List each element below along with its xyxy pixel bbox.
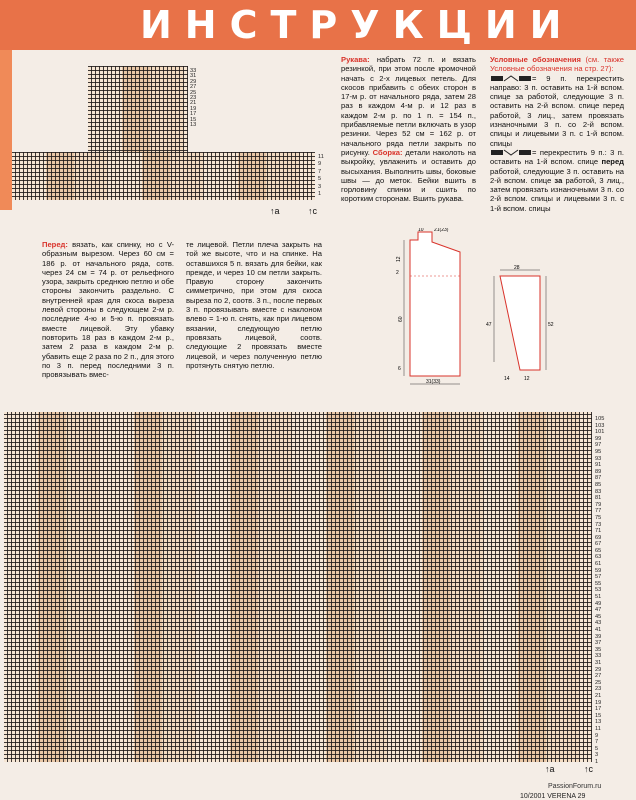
row-number: 55 [595,580,602,587]
row-number: 11 [595,725,601,732]
front-text-2: те лицевой. Петли плеча закрыть на той же высоте, что и на спинке. На оставшихся 5 п. вязать для бейки, как прежде, и через 10 см петли закрыть. Правую сторону закончить симметрично, при этом для скоса выреза по 2, соотв. 3 п., после первых 3 п. провязывать вместе с наклоном влево = 1-ю п. снять, как при лицевом вязании, следующую петлю провязать лицевой, соотв. следующие 2 провязать вместе лицевой, и через полученную петлю протянуть снятую петлю. [186,240,322,370]
page-footer [520,793,585,800]
row-number: 13 [190,121,197,128]
row-number: 59 [595,567,602,574]
row-number: 93 [595,455,602,462]
front-text-1: вязать, как спинку, но с V-образным вырезом. Через 60 см = 186 р. от начального ряда, сотв. через 24 см = 74 р. от рельефного узора, закрыть среднюю петлю и обе стороны закончить раздельно. С внутренней края для скоса выреза левой стороны в следующем 2-м р. последние 4-ю и 5-ю п. провязать вместе лицевой. Эту убавку повторить 18 раз в каждом 2-м р., затем 2 раза в каждом 2-м р. убавить еще 2 раза по 2 п., для этого по 3 п. перед последними 3 п. провязывать вмес- [42,240,174,380]
row-number: 99 [595,435,602,442]
row-number: 25 [190,89,197,96]
schema-left-height: 60 [398,316,404,322]
row-number: 11 [318,154,324,160]
sleeve-text: набрать 72 п. и вязать резинкой, при этом после кромочной начать с 2-х лицевых петель. Для скосов прибавить с обеих сторон в 17-м р. от начального ряда, затем 28 раз в каждом 4-м р. и 12 раз в каждом 2-м р. по 1 п. = 154 п., прибавляемые петли включать в узор резинки. Через 52 см = 162 р. от начального ряда петли закрыть по рисунку. [341,55,476,157]
row-number: 35 [595,646,602,653]
row-number: 77 [595,508,602,515]
row-number: 7 [595,739,599,746]
row-number: 9 [318,161,322,168]
top-knitting-chart-band [12,152,315,200]
schema-left-bottom: 31(33) [426,379,441,385]
row-number: 33 [595,653,602,660]
row-number: 57 [595,574,602,581]
row-number: 7 [318,168,322,175]
row-number: 101 [595,429,605,436]
legend-block: Условные обозначения (см. также Условные обозначения на стр. 27): = 9 п. перекрестить направо: 3 п. оставить на 1-й вспом. спице за работой, следующие 3 п. оставить на 2-й вспом. спице перед работой, 3 лиц., затем провязать изнаночными 3 п. со 2-й вспом. спицы и лицевыми 3 п. с 1-й вспом. спицы = перекрестить 9 п.: 3 п. оставить на 1-й вспом. спице перед работой, следующие 3 п. оставить на 2-й вспом. спице за работой, 3 лиц., затем провязать изнаночными 3 п. со 2-й вспом. спицы и лицевыми 3 п. с 1-й вспом. спицы [490,55,624,213]
issue-number: 10/2001 [520,793,546,800]
row-number: 51 [595,594,602,601]
body-schema-diagram [396,228,476,388]
row-number: 5 [595,745,599,752]
row-number: 9 [595,732,599,739]
row-number: 61 [595,561,602,568]
row-number: 37 [595,640,602,647]
row-number: 49 [595,600,602,607]
row-number: 43 [595,620,602,627]
row-number: 33 [190,68,197,74]
row-number: 31 [595,659,602,666]
row-number: 47 [595,607,602,614]
main-chart-marker-a: ↑a [545,764,555,774]
row-number: 19 [190,105,197,112]
front-instructions-col2 [186,240,322,370]
legend-subtitle: (см. также Условные обозначения на стр. 27): [490,55,624,74]
main-knitting-chart [4,412,592,762]
row-number: 85 [595,481,602,488]
row-number: 65 [595,547,602,554]
main-chart-marker-c: ↑c [584,764,593,774]
row-number: 13 [595,719,602,726]
row-number: 29 [190,78,197,85]
top-chart-row-numbers [190,68,196,127]
page-number: 29 [577,793,586,800]
page-title: ИНСТРУКЦИИ [140,3,575,47]
schema-left-top2: 21(23) [434,228,449,233]
row-number: 23 [595,686,602,693]
assembly-text: детали наколоть на выкройку, увлажнить и оставить до высыхания. Выполнить швы, боковые швы — до меток. Бейки вшить в горловину спинки и сшить по коротким сторонам. Вшить рукава. [341,147,476,204]
top-chart-row-numbers-lower [318,154,324,198]
row-number: 73 [595,521,602,528]
cable-right-symbol-icon [491,75,531,82]
top-knitting-chart [88,66,188,158]
schema-left-side1: 12 [396,256,402,262]
schema-right-top: 28 [514,265,520,271]
cable-left-symbol-icon [491,149,531,156]
row-number: 15 [595,712,602,719]
row-number: 17 [190,111,197,118]
row-number: 97 [595,442,602,449]
decorative-strip [0,50,12,210]
row-number: 91 [595,462,602,469]
row-number: 1 [595,758,599,765]
schema-right-height1: 47 [486,322,492,328]
row-number: 95 [595,448,602,455]
legend-title: Условные обозначения [490,55,581,64]
row-number: 53 [595,587,602,594]
front-instructions-col1 [42,240,174,379]
row-number: 3 [595,752,599,759]
row-number: 79 [595,501,602,508]
row-number: 1 [318,190,322,197]
sleeve-instructions [341,55,476,204]
schema-left-side3: 6 [398,366,401,372]
row-number: 41 [595,627,602,633]
watermark: PassionForum.ru [548,783,602,790]
sleeve-schema-diagram [484,262,564,386]
row-number: 75 [595,514,602,521]
row-number: 83 [595,488,602,495]
row-number: 21 [190,100,197,107]
row-number: 17 [595,706,602,713]
row-number: 3 [318,183,322,190]
row-number: 39 [595,633,602,640]
main-chart-row-numbers [595,416,604,765]
row-number: 71 [595,528,602,535]
header-banner [0,0,636,50]
legend-item-1: = 9 п. перекрестить направо: 3 п. оставить на 1-й вспом. спице за работой, следующие 3 п. оставить на 2-й вспом. спице перед работой, 3 лиц., затем провязать изнаночными 3 п. со 2-й вспом. спицы и лицевыми 3 п. с 1-й вспом. спицы [490,73,624,148]
schema-right-bottom2: 12 [524,376,530,382]
schema-left-side2: 2 [396,270,399,276]
schema-right-bottom1: 14 [504,376,510,382]
row-number: 19 [595,699,602,706]
row-number: 21 [595,692,602,699]
row-number: 89 [595,468,602,475]
row-number: 29 [595,666,602,673]
row-number: 23 [190,94,197,101]
top-chart-marker-a: ↑a [270,206,280,216]
row-number: 67 [595,541,602,548]
row-number: 27 [190,84,197,91]
row-number: 69 [595,534,602,541]
row-number: 87 [595,475,602,482]
front-label: Перед: [42,240,68,249]
row-number: 105 [595,416,605,422]
row-number: 27 [595,673,602,680]
row-number: 103 [595,422,605,429]
row-number: 5 [318,176,322,183]
row-number: 15 [190,116,197,123]
row-number: 63 [595,554,602,561]
top-chart-marker-c: ↑c [308,206,317,216]
assembly-label: Сборка: [372,147,403,157]
row-number: 31 [190,73,197,80]
row-number: 25 [595,679,602,686]
row-number: 45 [595,613,602,620]
magazine-name: VERENA [547,793,576,800]
schema-right-height2: 52 [548,322,554,328]
row-number: 81 [595,495,602,502]
schema-left-top: 10 [418,228,424,233]
sleeve-label: Рукава: [341,55,370,64]
